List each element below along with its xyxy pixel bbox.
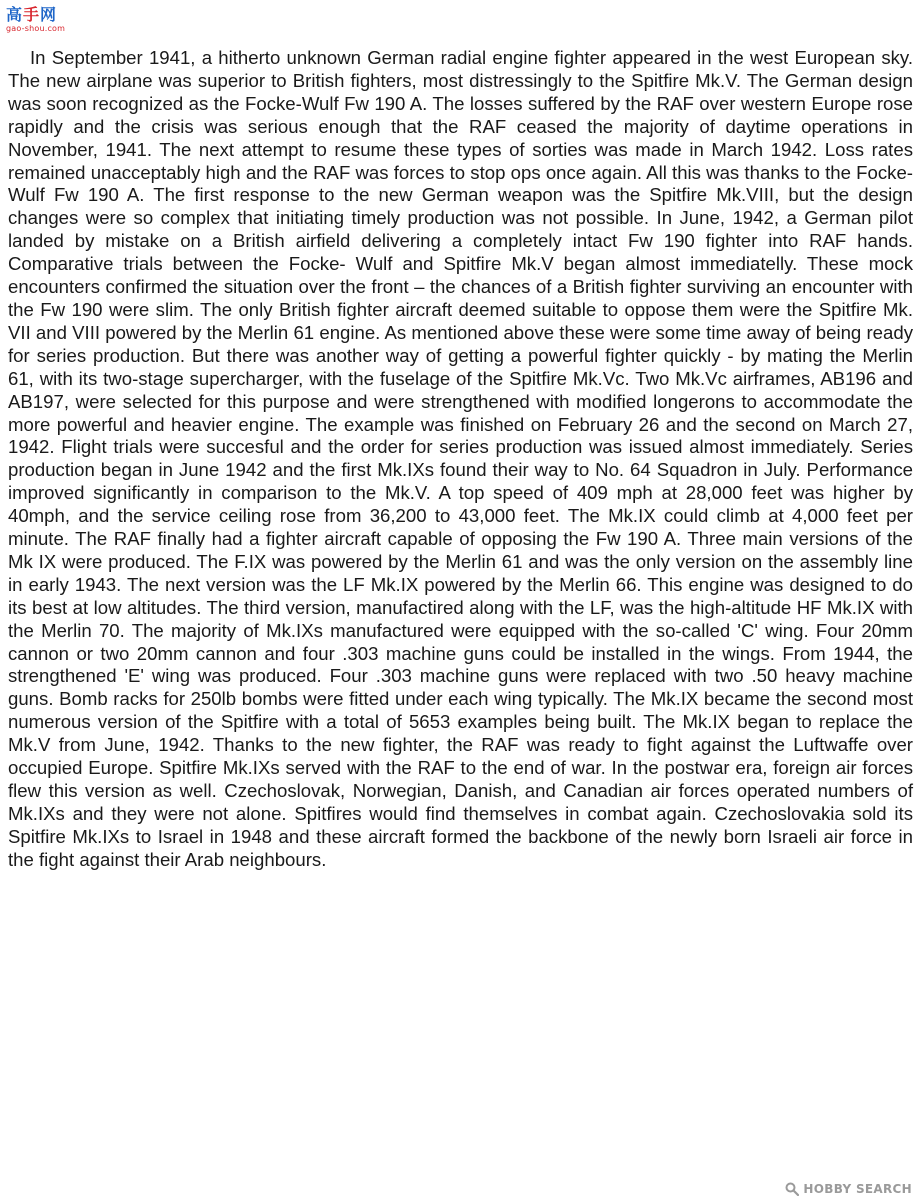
logo-char-2: 手 <box>23 5 40 24</box>
watermark-text: HOBBY SEARCH <box>803 1182 912 1196</box>
logo-char-1: 高 <box>6 5 23 24</box>
watermark <box>785 1182 912 1196</box>
magnifier-icon <box>785 1182 799 1196</box>
logo-mark <box>6 6 70 24</box>
site-logo[interactable] <box>6 6 70 40</box>
logo-char-3: 网 <box>40 5 57 24</box>
article-body: In September 1941, a hitherto unknown German radial engine fighter appeared in the west European sky. The new airplane was superior to British fighters, most distressingly to the Spitfire Mk.V. The German design was soon recognized as the Focke-Wulf Fw 190 A. The losses suffered by the RAF over western Europe rose rapidly and the crisis was serious enough that the RAF ceased the majority of daytime operations in November, 1941. The next attempt to resume these types of sorties was made in March 1942. Loss rates remained unacceptably high and the RAF was forces to stop ops once again. All this was thanks to the Focke-Wulf Fw 190 A. The first response to the new German weapon was the Spitfire Mk.VIII, but the design changes were so complex that initiating timely production was not possible. In June, 1942, a German pilot landed by mistake on a British airfield delivering a completely intact Fw 190 fighter into RAF hands. Comparative trials between the Focke- Wulf and Spitfire Mk.V began almost immediatelly. These mock encounters confirmed the situation over the front – the chances of a British fighter surviving an encounter with the Fw 190 were slim. The only British fighter aircraft deemed suitable to oppose them were the Spitfire Mk. VII and VIII powered by the Merlin 61 engine. As mentioned above these were some time away of being ready for series production. But there was another way of getting a powerful fighter quickly - by mating the Merlin 61, with its two-stage supercharger, with the fuselage of the Spitfire Mk.Vc. Two Mk.Vc airframes, AB196 and AB197, were selected for this purpose and were strengthened with modified longerons to accommodate the more powerful and heavier engine. The example was finished on February 26 and the second on March 27, 1942. Flight trials were succesful and the order for series production was issued almost immediately. Series production began in June 1942 and the first Mk.IXs found their way to No. 64 Squadron in July. Performance improved significantly in comparison to the Mk.V. A top speed of 409 mph at 28,000 feet was higher by 40mph, and the service ceiling rose from 36,200 to 43,000 feet. The Mk.IX could climb at 4,000 feet per minute. The RAF finally had a fighter aircraft capable of opposing the Fw 190 A. Three main versions of the Mk IX were produced. The F.IX was powered by the Merlin 61 and was the only version on the assembly line in early 1943. The next version was the LF Mk.IX powered by the Merlin 66. This engine was designed to do its best at low altitudes. The third version, manufactired along with the LF, was the high-altitude HF Mk.IX with the Merlin 70. The majority of Mk.IXs manufactured were equipped with the so-called 'C' wing. Four 20mm cannon or two 20mm cannon and four .303 machine guns could be installed in the wings. From 1944, the strengthened 'E' wing was produced. Four .303 machine guns were replaced with two .50 heavy machine guns. Bomb racks for 250lb bombs were fitted under each wing typically. The Mk.IX became the second most numerous version of the Spitfire with a total of 5653 examples being built. The Mk.IX began to replace the Mk.V from June, 1942. Thanks to the new fighter, the RAF was ready to fight against the Luftwaffe over occupied Europe. Spitfire Mk.IXs served with the RAF to the end of war. In the postwar era, foreign air forces flew this version as well. Czechoslovak, Norwegian, Danish, and Canadian air forces operated numbers of Mk.IXs and they were not alone. Spitfires would find themselves in combat again. Czechoslovakia sold its Spitfire Mk.IXs to Israel in 1948 and these aircraft formed the backbone of the newly born Israeli air force in the fight against their Arab neighbours. <box>8 47 913 870</box>
logo-subtitle: gao-shou.com <box>6 24 66 33</box>
